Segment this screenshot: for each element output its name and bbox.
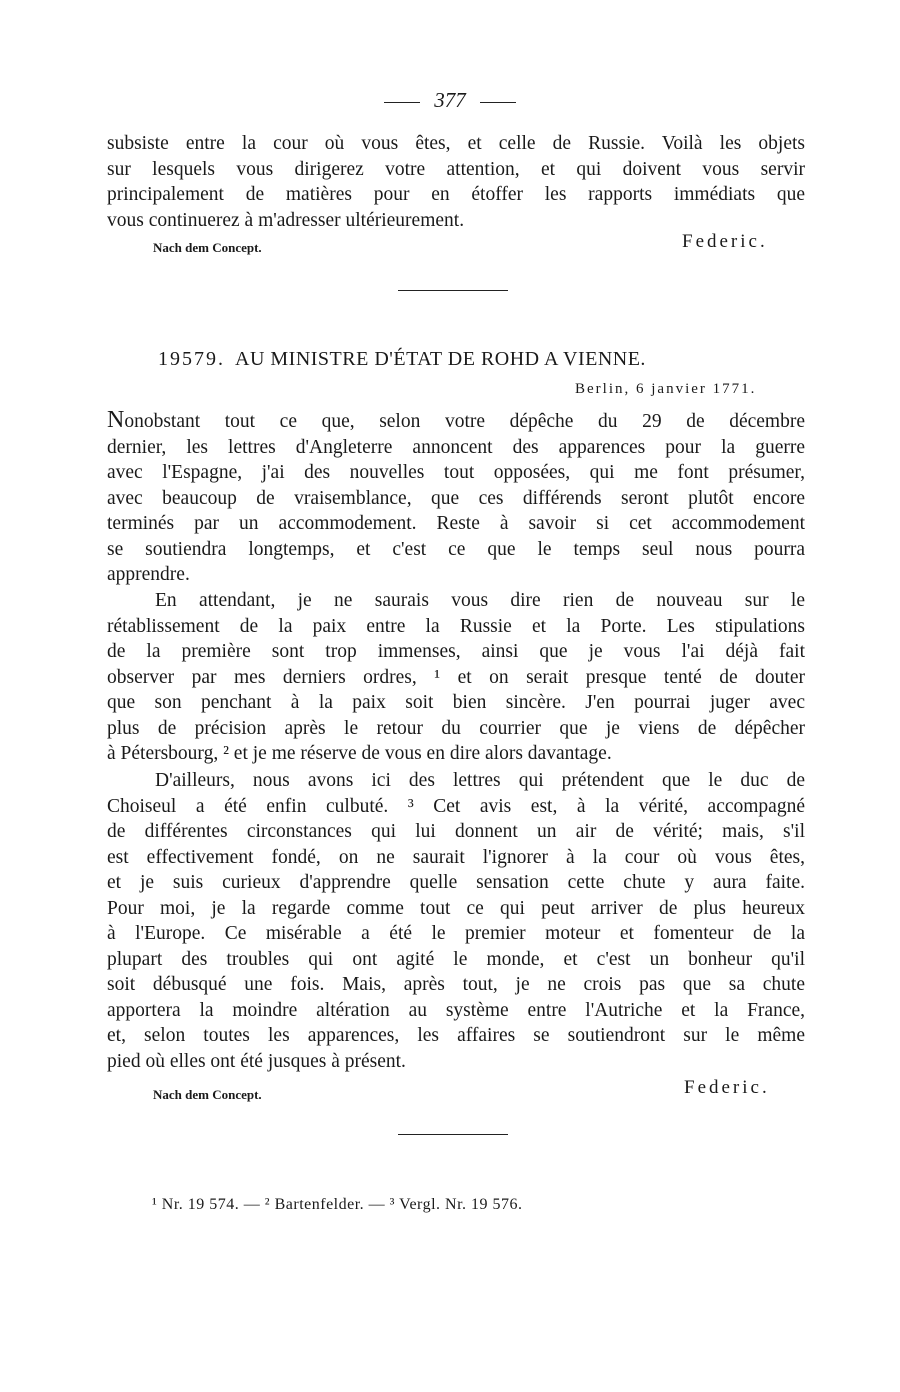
source-note: Nach dem Concept. — [153, 240, 262, 255]
page-number: 377 — [434, 88, 466, 112]
letter-title — [158, 348, 646, 371]
text-line: rétablissement de la paix entre la Russie et la Porte. Les stipulations — [107, 615, 805, 637]
dateline: Berlin, 6 janvier 1771. — [575, 381, 757, 397]
signature: Federic. — [684, 1077, 770, 1098]
text-line: avec beaucoup de vraisemblance, que ces différends seront plutôt encore — [107, 487, 805, 509]
page-header — [0, 88, 900, 113]
text-line: et, selon toutes les apparences, les affaires se soutiendront sur le même — [107, 1025, 805, 1046]
letter-heading: AU MINISTRE D'ÉTAT DE ROHD A VIENNE. — [235, 348, 646, 370]
text-line: soit débusqué une fois. Mais, après tout, je ne crois pas que sa chute — [107, 974, 805, 995]
text-line: à Pétersbourg, ² et je me réserve de vous en dire alors davantage. — [107, 743, 612, 764]
paragraph-3 — [107, 768, 805, 1074]
text-line: dernier, les lettres d'Angleterre annoncent des apparences pour la guerre — [107, 436, 805, 458]
text-line: est effectivement fondé, on ne saurait l'ignorer à la cour où vous êtes, — [107, 846, 805, 868]
text-line: que son penchant à la paix soit bien sincère. J'en pourrai juger avec — [107, 692, 805, 713]
text-line: apportera la moindre altération au système entre l'Autriche et la France, — [107, 999, 805, 1021]
text-line: subsiste entre la cour où vous êtes, et celle de Russie. Voilà les objets — [107, 133, 805, 154]
text-line: terminés par un accommodement. Reste à savoir si cet accommodement — [107, 513, 805, 534]
text-line: à l'Europe. Ce misérable a été le premier moteur et fomenteur de la — [107, 923, 805, 944]
letter-number: 19579. — [158, 348, 225, 370]
text-line: plupart des troubles qui ont agité le monde, et c'est un bonheur qu'il — [107, 948, 805, 970]
paragraph-1 — [107, 408, 805, 588]
text-line: principalement de matières pour en étoffer les rapports immédiats que — [107, 184, 805, 205]
header-dash-left — [384, 102, 420, 103]
text-line: En attendant, je ne saurais vous dire rien de nouveau sur le — [155, 590, 805, 611]
text-line: Choiseul a été enfin culbuté. ³ Cet avis est, à la vérité, accompagné — [107, 795, 805, 817]
text-line: de la première sont trop immenses, ainsi que je vous l'ai déjà fait — [107, 641, 805, 662]
text-line: se soutiendra longtemps, et c'est ce que le temps seul nous pourra — [107, 538, 805, 560]
text-line: avec l'Espagne, j'ai des nouvelles tout opposées, qui me font présumer, — [107, 462, 805, 483]
text-line: sur lesquels vous dirigerez votre attention, et qui doivent vous servir — [107, 158, 805, 180]
text-line: de différentes circonstances qui lui donnent un air de vérité; mais, s'il — [107, 821, 805, 842]
footnote-divider — [398, 1134, 508, 1135]
signature: Federic. — [682, 231, 768, 252]
text-line: Nonobstant tout ce que, selon votre dépêche du 29 de décembre — [107, 407, 805, 433]
text-line: Pour moi, je la regarde comme tout ce qui peut arriver de plus heureux — [107, 897, 805, 919]
paragraph-continuation — [107, 131, 805, 233]
text-line: observer par mes derniers ordres, ¹ et on serait presque tenté de douter — [107, 666, 805, 688]
header-dash-right — [480, 102, 516, 103]
text-line: plus de précision après le retour du courrier que je viens de dépêcher — [107, 717, 805, 739]
paragraph-2 — [107, 588, 805, 767]
text-line: pied où elles ont été jusques à présent. — [107, 1050, 406, 1072]
drop-cap: N — [107, 407, 125, 433]
footnotes: ¹ Nr. 19 574. — ² Bartenfelder. — ³ Vergl. Nr. 19 576. — [152, 1196, 523, 1213]
text-line: vous continuerez à m'adresser ultérieurement. — [107, 209, 465, 231]
text-line: et je suis curieux d'apprendre quelle sensation cette chute y aura faite. — [107, 872, 805, 893]
section-divider — [398, 290, 508, 291]
text-line: apprendre. — [107, 564, 190, 585]
text-line: D'ailleurs, nous avons ici des lettres qui prétendent que le duc de — [155, 770, 805, 791]
source-note: Nach dem Concept. — [153, 1087, 262, 1102]
